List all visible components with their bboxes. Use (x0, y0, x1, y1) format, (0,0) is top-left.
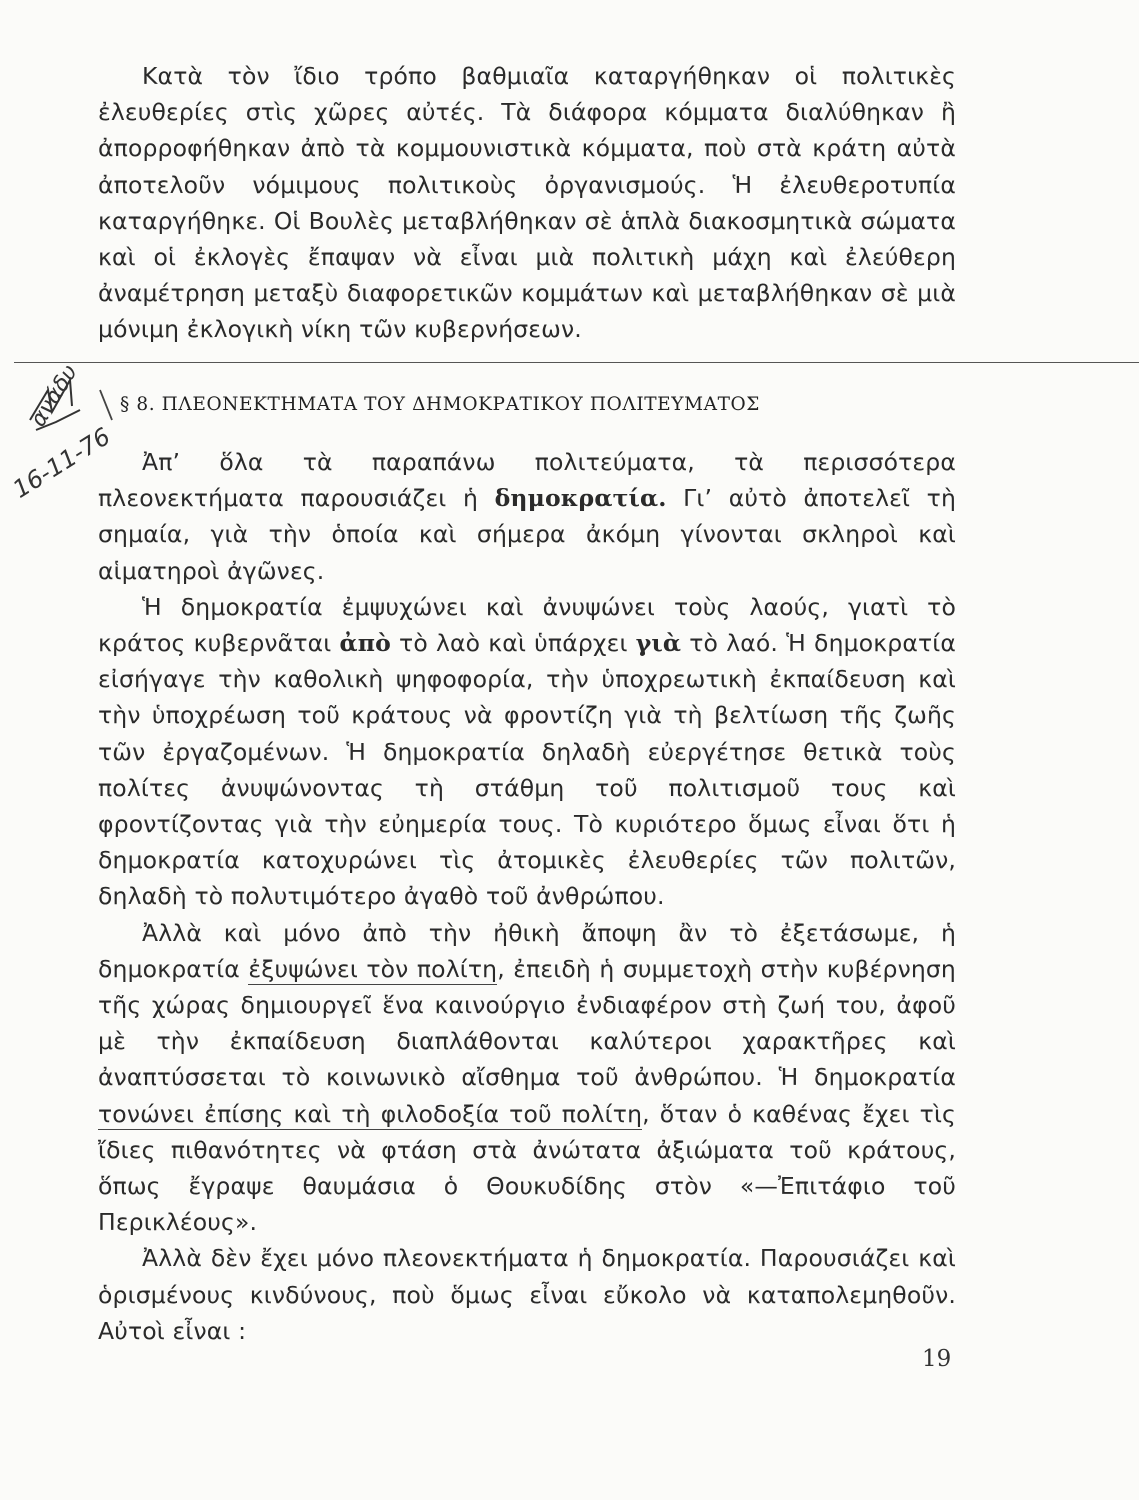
text-run: τὸ λαὸ καὶ ὑπάρχει (390, 629, 636, 658)
paragraph-1: Κατὰ τὸν ἴδιο τρόπο βαθμιαῖα καταργήθηκαν οἱ πολιτικὲς ἐλευθερίες στὶς χῶρες αὐτές. Τὰ διάφορα κόμματα διαλύθηκαν ἢ ἀπορροφήθηκαν ἀπὸ τὰ κομμουνιστικὰ κόμματα, ποὺ στὰ κράτη αὐτὰ ἀποτελοῦν νόμιμους πολιτικοὺς ὀργανισμούς. Ἡ ἐλευθεροτυπία καταργήθηκε. Οἱ Βουλὲς μεταβλήθηκαν σὲ ἁπλὰ διακοσμητικὰ σώματα καὶ οἱ ἐκλογὲς ἔπαψαν νὰ εἶναι μιὰ πολιτικὴ μάχη καὶ ἐλεύθερη ἀναμέτρηση μεταξὺ διαφορετικῶν κομμάτων καὶ μεταβλήθηκαν σὲ μιὰ μόνιμη ἐκλογικὴ νίκη τῶν κυβερνήσεων. (98, 62, 956, 344)
bold-term: δημοκρατία. (494, 484, 667, 513)
paragraph-3 (98, 589, 956, 915)
text-run: τὸ λαό. Ἡ δημοκρατία εἰσήγαγε τὴν καθολικὴ ψηφοφορία, τὴν ὑποχρεωτικὴ ἐκπαίδευση καὶ τὴν ὑποχρέωση τοῦ κράτους νὰ φροντίζη γιὰ τὴ βελτίωση τῆς ζωῆς τῶν ἐργαζομένων. Ἡ δημοκρατία δηλαδὴ εὐεργέτησε θετικὰ τοὺς πολίτες ἀνυψώνοντας τὴ στάθμη τοῦ πολιτισμοῦ τους καὶ φροντίζοντας γιὰ τὴν εὐημερία τους. Τὸ κυριότερο ὅμως εἶναι ὅτι ἡ δημοκρατία κατοχυρώνει τὶς ἀτομικὲς ἐλευθερίες τῶν πολιτῶν, δηλαδὴ τὸ πολυτιμότερο ἀγαθὸ τοῦ ἀνθρώπου. (98, 629, 957, 911)
text-run: Ἀπ’ ὅλα τὰ παραπάνω πολιτεύματα, τὰ περισσότερα πλεονεκτήματα παρουσιάζει ἡ (98, 448, 956, 513)
handwritten-date: 16-11-76 (8, 422, 116, 504)
text-run: Γι’ αὐτὸ ἀποτελεῖ τὴ σημαία, γιὰ τὴν ὁποία καὶ σήμερα ἀκόμη γίνονται σκληροὶ καὶ αἱματηροὶ ἀγῶνες. (98, 484, 956, 585)
text-run: Ἀλλὰ καὶ μόνο ἀπὸ τὴν ἠθικὴ ἄποψη ἂν τὸ ἐξετάσωμε, ἡ δημοκρατία (98, 918, 956, 983)
paragraph-5: Ἀλλὰ δὲν ἔχει μόνο πλεονεκτήματα ἡ δημοκρατία. Παρουσιάζει καὶ ὁρισμένους κινδύνους, ποὺ ὅμως εἶναι εὔκολο νὰ καταπολεμηθοῦν. Αὐτοὶ εἶναι : (98, 1244, 956, 1345)
paragraph-4 (98, 915, 956, 1241)
text-run: , ἐπειδὴ ἡ συμμετοχὴ στὴν κυβέρνηση τῆς χώρας δημιουργεῖ ἕνα καινούργιο ἐνδιαφέρον στὴ ζωή του, ἀφοῦ μὲ τὴν ἐκπαίδευση διαπλάθονται καλύτεροι χαρακτῆρες καὶ ἀναπτύσσεται τὸ κοινωνικὸ αἴσθημα τοῦ ἀνθρώπου. Ἡ δημοκρατία (98, 954, 956, 1092)
underlined-phrase: τονώνει ἐπίσης καὶ τὴ φιλοδοξία τοῦ πολίτη (98, 1099, 643, 1128)
page-number: 19 (922, 1346, 952, 1372)
section-heading: § 8. ΠΛΕΟΝΕΚΤΗΜΑΤΑ ΤΟΥ ΔΗΜΟΚΡΑΤΙΚΟΥ ΠΟΛΙΤΕΥΜΑΤΟΣ (120, 394, 760, 415)
handwritten-note: ανάδυ (26, 360, 83, 432)
pencil-rule (14, 362, 1139, 363)
text-run: , ὅταν ὁ καθένας ἔχει τὶς ἴδιες πιθανότητες νὰ φτάση στὰ ἀνώτατα ἀξιώματα τοῦ κράτους, ὅπως ἔγραψε θαυμάσια ὁ Θουκυδίδης στὸν «—Ἐπιτάφιο τοῦ Περικλέους». (98, 1099, 956, 1237)
paragraph-2 (98, 444, 956, 589)
underlined-phrase: ἐξυψώνει τὸν πολίτη (248, 954, 498, 983)
section-body (98, 444, 956, 1349)
paragraph-intro (98, 58, 956, 348)
bold-term: ἀπὸ (339, 629, 391, 658)
text-run: Ἡ δημοκρατία ἐμψυχώνει καὶ ἀνυψώνει τοὺς λαούς, γιατὶ τὸ κράτος κυβερνᾶται (98, 592, 956, 658)
bold-term: γιὰ (635, 629, 682, 658)
